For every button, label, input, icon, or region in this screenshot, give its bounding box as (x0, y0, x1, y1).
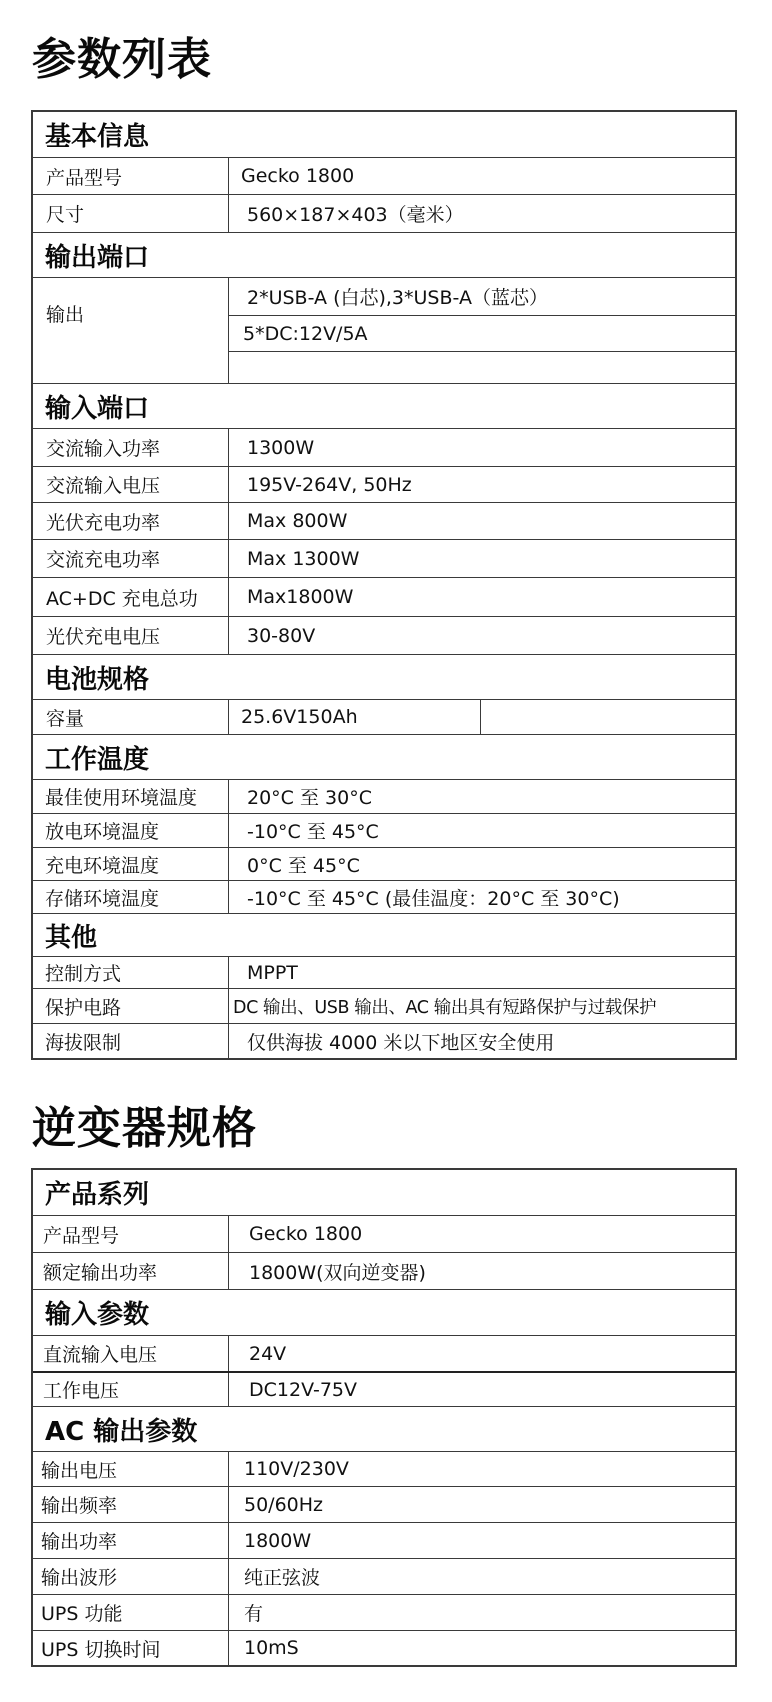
section-header-output-ports (33, 232, 735, 277)
table-row (33, 466, 735, 502)
table-row (33, 699, 735, 734)
row-value: DC 输出、USB 输出、AC 输出具有短路保护与过载保护 (233, 997, 657, 1018)
table-row (33, 157, 735, 194)
row-value: 20°C 至 30°C (247, 787, 372, 809)
table-row (33, 1558, 735, 1594)
row-label: 输出功率 (33, 1523, 229, 1558)
section-title: 输入参数 (45, 1300, 150, 1330)
row-value: 25.6V150Ah (229, 700, 481, 734)
table-row-output (33, 277, 735, 383)
row-label: 产品型号 (33, 158, 229, 194)
table-row (33, 1252, 735, 1289)
table-row (33, 847, 735, 880)
row-label: 最佳使用环境温度 (33, 780, 229, 813)
params-table (31, 110, 737, 1060)
row-label: 存储环境温度 (33, 881, 229, 913)
table-row (33, 813, 735, 847)
row-label: 交流输入功率 (33, 429, 229, 466)
row-value: 1800W(双向逆变器) (249, 1261, 426, 1284)
table-row (33, 616, 735, 654)
section-title: 输入端口 (45, 393, 150, 424)
page-title-params: 参数列表 (32, 34, 212, 85)
row-value: DC12V-75V (249, 1378, 357, 1401)
row-label: AC+DC 充电总功 (33, 578, 229, 616)
section-header-ac-output (33, 1406, 735, 1451)
table-row (33, 1630, 735, 1665)
row-value-empty (229, 351, 735, 383)
row-value: 110V/230V (244, 1458, 349, 1480)
section-header-temperature (33, 734, 735, 779)
page-title-inverter: 逆变器规格 (32, 1103, 257, 1154)
output-values (229, 278, 735, 383)
row-label: 输出波形 (33, 1559, 229, 1594)
section-header-other (33, 913, 735, 956)
table-row (33, 956, 735, 988)
row-value: 5*DC:12V/5A (229, 315, 735, 351)
row-value: 560×187×403（毫米） (247, 204, 464, 226)
row-value: 1800W (244, 1529, 312, 1552)
row-value: Max 1300W (247, 547, 360, 570)
row-label: 尺寸 (33, 195, 229, 232)
row-value: 纯正弦波 (244, 1567, 321, 1589)
section-title: 输出端口 (45, 242, 150, 273)
row-label: 输出频率 (33, 1487, 229, 1522)
section-title: 电池规格 (45, 664, 150, 695)
table-row (33, 779, 735, 813)
row-value: MPPT (247, 961, 298, 984)
section-title: 工作温度 (45, 744, 150, 775)
row-value: 仅供海拔 4000 米以下地区安全使用 (247, 1031, 555, 1054)
section-header-input (33, 1289, 735, 1335)
row-label: 充电环境温度 (33, 848, 229, 880)
table-row (33, 1215, 735, 1252)
table-row (33, 194, 735, 232)
row-value: 有 (244, 1603, 264, 1625)
row-label: 产品型号 (33, 1216, 229, 1252)
row-label: 交流充电功率 (33, 540, 229, 577)
row-value: 0°C 至 45°C (247, 854, 360, 877)
table-row (33, 1451, 735, 1486)
row-value: 50/60Hz (244, 1493, 324, 1516)
section-header-series (33, 1170, 735, 1215)
row-label: UPS 功能 (33, 1595, 229, 1630)
row-label: UPS 切换时间 (33, 1631, 229, 1665)
row-label: 海拔限制 (33, 1024, 229, 1058)
table-row (33, 988, 735, 1023)
row-label: 输出电压 (33, 1452, 229, 1486)
section-title: 产品系列 (45, 1180, 150, 1210)
table-row (33, 880, 735, 913)
table-row (33, 1371, 735, 1406)
table-row (33, 1594, 735, 1630)
row-label: 输出 (33, 278, 229, 383)
row-value: 195V-264V, 50Hz (247, 473, 412, 496)
section-header-input-ports (33, 383, 735, 428)
row-value: 10mS (244, 1637, 299, 1659)
section-header-battery (33, 654, 735, 699)
row-value: Gecko 1800 (249, 1223, 363, 1245)
table-row (33, 1486, 735, 1522)
table-row (33, 1023, 735, 1058)
table-row (33, 577, 735, 616)
row-value: 30-80V (247, 624, 316, 647)
row-value: 2*USB-A (白芯),3*USB-A（蓝芯） (247, 287, 548, 309)
table-row (33, 539, 735, 577)
row-label: 光伏充电功率 (33, 503, 229, 539)
row-label: 直流输入电压 (33, 1336, 229, 1371)
row-value: Max1800W (247, 586, 354, 608)
table-row (33, 502, 735, 539)
row-label: 控制方式 (33, 957, 229, 988)
row-value: -10°C 至 45°C (最佳温度：20°C 至 30°C) (247, 887, 620, 910)
section-title: 基本信息 (45, 122, 150, 152)
table-row (33, 1522, 735, 1558)
inverter-table (31, 1168, 737, 1667)
table-row (33, 1335, 735, 1371)
row-label: 额定输出功率 (33, 1253, 229, 1289)
row-label: 保护电路 (33, 989, 229, 1023)
section-header-basic (33, 112, 735, 157)
table-row (33, 428, 735, 466)
row-label: 交流输入电压 (33, 467, 229, 502)
row-value-extra (481, 700, 735, 734)
row-value: 24V (249, 1342, 287, 1365)
row-label: 光伏充电电压 (33, 617, 229, 654)
section-title: AC 输出参数 (45, 1416, 198, 1447)
row-value: Gecko 1800 (241, 165, 355, 187)
row-value: -10°C 至 45°C (247, 821, 379, 843)
row-label: 工作电压 (33, 1373, 229, 1406)
section-title: 其他 (45, 922, 98, 953)
row-label: 容量 (33, 700, 229, 734)
row-label: 放电环境温度 (33, 814, 229, 847)
row-value: Max 800W (247, 510, 348, 532)
row-value: 1300W (247, 436, 315, 459)
